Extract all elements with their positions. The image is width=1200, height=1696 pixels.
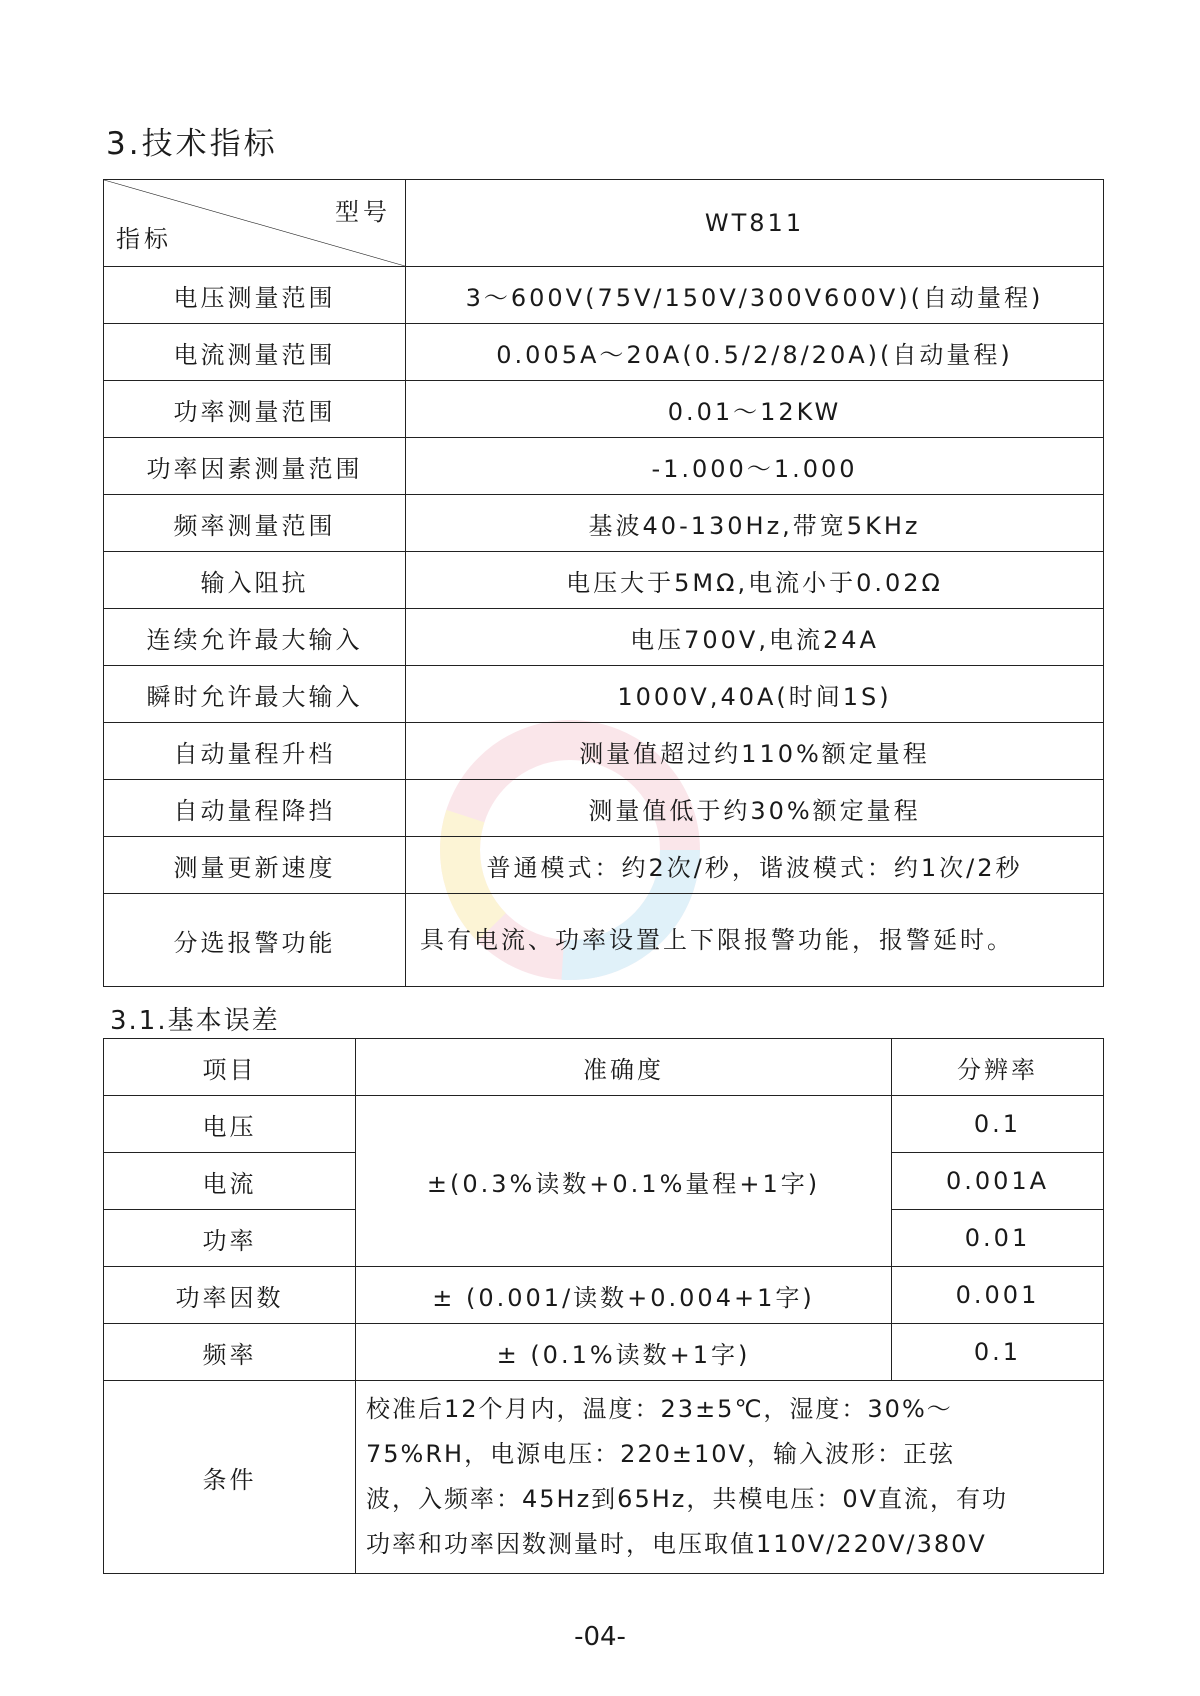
spec-row — [104, 609, 1104, 666]
header-accuracy: 准确度 — [356, 1039, 892, 1096]
shared-accuracy: ±(0.3%读数+0.1%量程+1字) — [356, 1096, 892, 1267]
spec-header-row — [104, 180, 1104, 267]
spec-value: 0.01～12KW — [406, 381, 1104, 438]
conditions-row — [104, 1381, 1104, 1574]
conditions-line: 75%RH，电源电压：220±10V，输入波形：正弦 — [366, 1440, 955, 1468]
spec-label: 自动量程降挡 — [104, 780, 406, 837]
spec-label: 自动量程升档 — [104, 723, 406, 780]
model-label: 型号 — [335, 198, 391, 226]
spec-value: 测量值低于约30%额定量程 — [406, 780, 1104, 837]
spec-value: -1.000～1.000 — [406, 438, 1104, 495]
spec-value: 电压700V,电流24A — [406, 609, 1104, 666]
spec-value: 普通模式：约2次/秒，谐波模式：约1次/2秒 — [406, 837, 1104, 894]
error-resolution: 0.01 — [892, 1210, 1104, 1267]
spec-label: 电流测量范围 — [104, 324, 406, 381]
error-resolution: 0.001 — [892, 1267, 1104, 1324]
spec-label: 分选报警功能 — [104, 894, 406, 987]
error-table — [103, 1038, 1104, 1574]
spec-label: 输入阻抗 — [104, 552, 406, 609]
spec-row — [104, 438, 1104, 495]
spec-value: 测量值超过约110%额定量程 — [406, 723, 1104, 780]
spec-value: 3～600V(75V/150V/300V600V)(自动量程) — [406, 267, 1104, 324]
spec-row — [104, 723, 1104, 780]
error-item: 电流 — [104, 1153, 356, 1210]
spec-value: 具有电流、功率设置上下限报警功能，报警延时。 — [406, 894, 1104, 987]
error-row — [104, 1324, 1104, 1381]
header-resolution: 分辨率 — [892, 1039, 1104, 1096]
error-resolution: 0.1 — [892, 1324, 1104, 1381]
spec-value: 1000V,40A(时间1S) — [406, 666, 1104, 723]
spec-row — [104, 552, 1104, 609]
spec-label: 功率测量范围 — [104, 381, 406, 438]
spec-value: 基波40-130Hz,带宽5KHz — [406, 495, 1104, 552]
spec-label: 电压测量范围 — [104, 267, 406, 324]
error-accuracy: ± (0.1%读数+1字) — [356, 1324, 892, 1381]
spec-row — [104, 324, 1104, 381]
error-accuracy: ± (0.001/读数+0.004+1字) — [356, 1267, 892, 1324]
section-title: 3.技术指标 — [106, 126, 278, 162]
spec-row — [104, 894, 1104, 987]
index-label: 指标 — [116, 225, 172, 253]
diagonal-header-cell — [104, 180, 406, 267]
spec-row — [104, 495, 1104, 552]
conditions-text — [356, 1381, 1104, 1574]
conditions-line: 校准后12个月内，温度：23±5℃，湿度：30%～ — [366, 1395, 953, 1423]
spec-label: 频率测量范围 — [104, 495, 406, 552]
error-item: 功率 — [104, 1210, 356, 1267]
spec-value: 电压大于5MΩ,电流小于0.02Ω — [406, 552, 1104, 609]
spec-label: 连续允许最大输入 — [104, 609, 406, 666]
error-resolution: 0.1 — [892, 1096, 1104, 1153]
error-header-row — [104, 1039, 1104, 1096]
error-resolution: 0.001A — [892, 1153, 1104, 1210]
conditions-label: 条件 — [104, 1381, 356, 1574]
spec-label: 功率因素测量范围 — [104, 438, 406, 495]
model-value: WT811 — [406, 180, 1104, 267]
spec-label: 瞬时允许最大输入 — [104, 666, 406, 723]
header-item: 项目 — [104, 1039, 356, 1096]
page-number: -04- — [574, 1622, 626, 1652]
error-row — [104, 1096, 1104, 1153]
spec-row — [104, 267, 1104, 324]
error-item: 电压 — [104, 1096, 356, 1153]
conditions-line: 波，入频率：45Hz到65Hz，共模电压：0V直流，有功 — [366, 1485, 1009, 1513]
spec-value: 0.005A～20A(0.5/2/8/20A)(自动量程) — [406, 324, 1104, 381]
conditions-line: 功率和功率因数测量时，电压取值110V/220V/380V — [366, 1530, 987, 1558]
subsection-title: 3.1.基本误差 — [110, 1006, 280, 1036]
spec-table — [103, 179, 1104, 987]
spec-row — [104, 666, 1104, 723]
spec-row — [104, 837, 1104, 894]
spec-row — [104, 780, 1104, 837]
error-item: 功率因数 — [104, 1267, 356, 1324]
spec-row — [104, 381, 1104, 438]
error-item: 频率 — [104, 1324, 356, 1381]
error-row — [104, 1267, 1104, 1324]
spec-label: 测量更新速度 — [104, 837, 406, 894]
